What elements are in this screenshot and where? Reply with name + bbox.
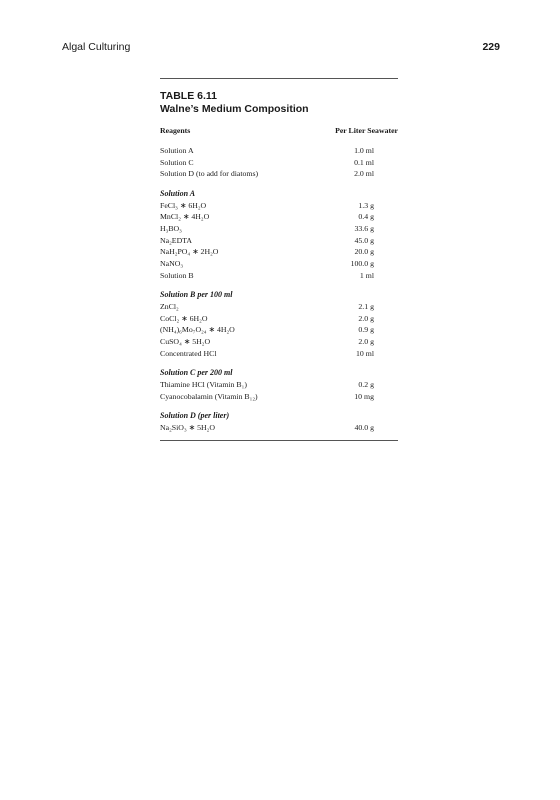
- section-title: Solution B per 100 ml: [160, 290, 233, 300]
- main-rows-section: [160, 145, 398, 180]
- table-top-rule: [160, 78, 398, 79]
- table-row: [160, 200, 398, 212]
- reagent-cell: Solution C: [160, 157, 194, 167]
- table-row: [160, 235, 398, 247]
- column-header-reagents: Reagents: [160, 126, 191, 135]
- amount-cell: 40.0 g: [354, 422, 374, 432]
- amount-cell: 0.9 g: [358, 325, 374, 335]
- table-row: [160, 145, 398, 157]
- amount-cell: 0.4 g: [358, 212, 374, 222]
- amount-cell: 2.0 ml: [354, 169, 374, 179]
- table-row: [160, 379, 398, 391]
- column-header-per-liter: Per Liter Seawater: [335, 126, 398, 135]
- amount-cell: 45.0 g: [354, 235, 374, 245]
- reagent-cell: Na₂EDTA: [160, 235, 192, 245]
- amount-cell: 10 ml: [356, 348, 374, 358]
- table-row: [160, 157, 398, 169]
- table-row: [160, 270, 398, 282]
- reagent-cell: Thiamine HCl (Vitamin B₁): [160, 379, 247, 389]
- amount-cell: 1.0 ml: [354, 146, 374, 155]
- reagent-cell: H₃BO₃: [160, 223, 182, 233]
- reagent-cell: FeCl₃ ∗ 6H₂O: [160, 200, 207, 210]
- reagent-cell: Concentrated HCl: [160, 348, 217, 358]
- table-row: [160, 168, 398, 180]
- table-label: TABLE 6.11: [160, 90, 217, 102]
- running-title: Algal Culturing: [62, 41, 131, 53]
- table-row: [160, 348, 398, 360]
- amount-cell: 2.1 g: [358, 301, 374, 311]
- table-caption: Walne’s Medium Composition: [160, 103, 309, 115]
- table-row: [160, 336, 398, 348]
- table-row: [160, 223, 398, 235]
- solution-b-section: [160, 290, 398, 359]
- reagent-cell: Cyanocobalamin (Vitamin B₁₂): [160, 391, 258, 401]
- section-title: Solution D (per liter): [160, 411, 230, 421]
- amount-cell: 33.6 g: [354, 223, 374, 233]
- amount-cell: 10 mg: [354, 391, 374, 401]
- table-bottom-rule: [160, 440, 398, 441]
- amount-cell: 20.0 g: [354, 247, 374, 257]
- table-row: [160, 258, 398, 270]
- amount-cell: 100.0 g: [350, 259, 374, 268]
- reagent-cell: Solution D (to add for diatoms): [160, 169, 259, 179]
- amount-cell: 2.0 g: [358, 336, 374, 346]
- reagent-cell: MnCl₂ ∗ 4H₂O: [160, 212, 210, 222]
- table-row: [160, 324, 398, 336]
- reagent-cell: ZnCl₂: [160, 301, 179, 311]
- reagent-cell: CoCl₂ ∗ 6H₂O: [160, 313, 208, 323]
- table-row: [160, 313, 398, 325]
- reagent-cell: Na₂SiO₃ ∗ 5H₂O: [160, 422, 215, 432]
- section-title: Solution A: [160, 189, 196, 199]
- reagent-cell: Solution B: [160, 270, 194, 280]
- amount-cell: 2.0 g: [358, 313, 374, 323]
- amount-cell: 0.1 ml: [354, 157, 374, 167]
- table-row: [160, 301, 398, 313]
- page-number: 229: [482, 41, 500, 53]
- amount-cell: 1 ml: [359, 270, 374, 280]
- reagent-cell: NaH₂PO₄ ∗ 2H₂O: [160, 247, 219, 257]
- section-title: Solution C per 200 ml: [160, 368, 233, 378]
- solution-d-section: [160, 411, 398, 433]
- table-row: [160, 211, 398, 223]
- reagent-cell: CuSO₄ ∗ 5H₂O: [160, 336, 211, 346]
- reagent-cell: NaNO₃: [160, 259, 184, 268]
- table-column-headers: [160, 126, 398, 136]
- running-head: [0, 41, 560, 55]
- reagent-cell: (NH₄)₆Mo₇O₂₄ ∗ 4H₂O: [160, 325, 235, 335]
- table-row: [160, 246, 398, 258]
- table-row: [160, 391, 398, 403]
- amount-cell: 1.3 g: [358, 200, 374, 210]
- composition-table: [160, 78, 398, 441]
- reagent-cell: Solution A: [160, 146, 194, 155]
- amount-cell: 0.2 g: [358, 379, 374, 389]
- solution-a-section: [160, 189, 398, 281]
- solution-c-section: [160, 368, 398, 402]
- table-row: [160, 422, 398, 434]
